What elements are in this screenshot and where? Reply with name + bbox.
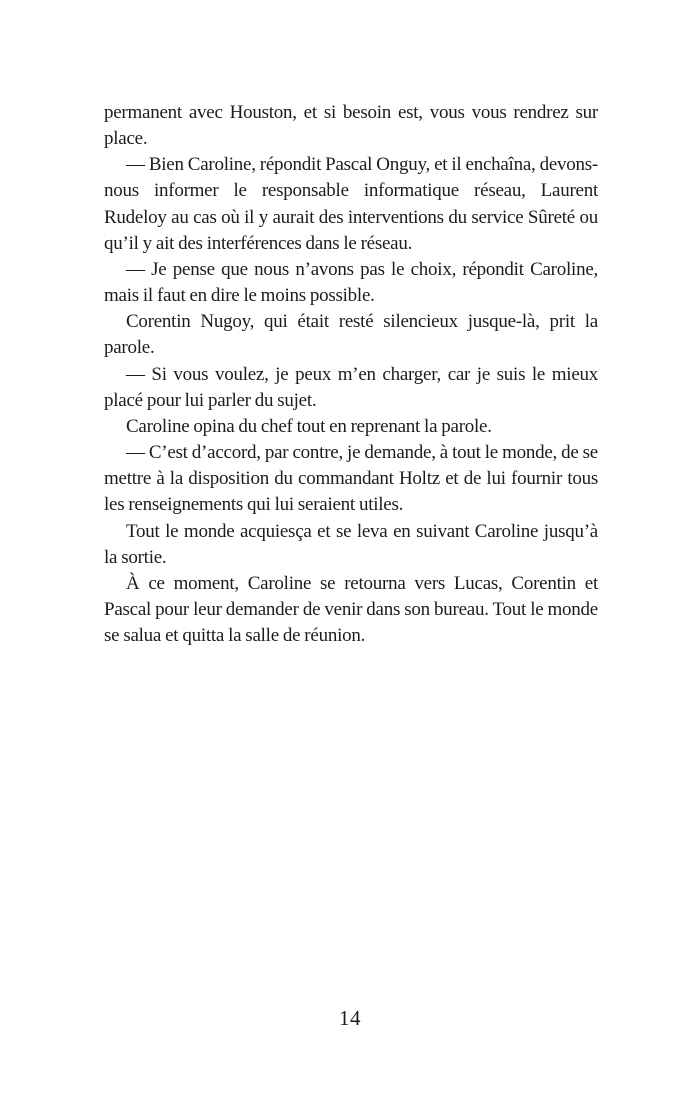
paragraph: — Je pense que nous n’avons pas le choix, répondit Caroline, mais il faut en dire le moins possible.: [104, 258, 598, 307]
paragraph: permanent avec Houston, et si besoin est, vous vous rendrez sur place.: [104, 102, 598, 150]
page-text-block: [104, 100, 598, 649]
paragraph: Corentin Nugoy, qui était resté silencieux jusque-là, prit la parole.: [104, 311, 598, 359]
paragraph: — C’est d’accord, par contre, je demande, à tout le monde, de se mettre à la disposition du commandant Holtz et de lui fournir tous les renseignements qui lui seraient utiles.: [104, 442, 598, 516]
paragraph: Caroline opina du chef tout en reprenant la parole.: [126, 415, 492, 437]
paragraph: — Bien Caroline, répondit Pascal Onguy, et il enchaîna, devons-nous informer le responsable informatique réseau, Laurent Rudeloy au cas où il y aurait des interventions du service Sûreté ou qu’il y ait des interférences dans le réseau.: [104, 154, 598, 254]
paragraph: — Si vous voulez, je peux m’en charger, car je suis le mieux placé pour lui parler du sujet.: [104, 363, 598, 411]
paragraph: Tout le monde acquiesça et se leva en suivant Caroline jusqu’à la sortie.: [104, 520, 598, 568]
page-number: 14: [339, 1006, 361, 1030]
paragraph: À ce moment, Caroline se retourna vers Lucas, Corentin et Pascal pour leur demander de venir dans son bureau. Tout le monde se salua et quitta la salle de réunion.: [104, 572, 598, 647]
